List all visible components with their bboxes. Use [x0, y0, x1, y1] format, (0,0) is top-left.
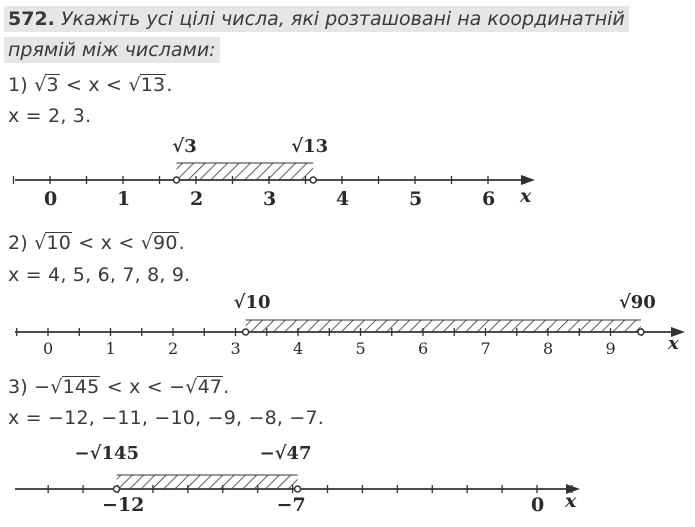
part2-answer: x = 4, 5, 6, 7, 8, 9. [8, 264, 191, 286]
tick-label: 4 [293, 339, 304, 358]
task-number: 572. [8, 8, 55, 30]
tick-label: 3 [230, 339, 241, 358]
tick-label: 9 [605, 339, 616, 358]
tick-label: 0 [531, 494, 545, 516]
part3-left-radicand: 145 [62, 376, 100, 398]
number-line-2 [0, 288, 695, 363]
radical-label [619, 292, 656, 313]
number-line-1 [0, 130, 695, 215]
hatched-interval [117, 475, 298, 489]
open-endpoint-left [243, 329, 249, 335]
tick-label: 2 [190, 188, 204, 210]
tick-label: −7 [276, 494, 306, 516]
axis-variable: x [520, 185, 532, 207]
task-title-text: Укажіть усі цілі числа, які розташовані на координатній [60, 8, 625, 30]
part2-inequality: 2) √10 < x < √90. [8, 232, 185, 254]
radical-label [234, 292, 271, 313]
tick-label: 6 [482, 188, 496, 210]
tick-label: 3 [263, 188, 277, 210]
tick-label: 8 [543, 339, 554, 358]
tick-label: 4 [336, 188, 350, 210]
tick-label: 5 [355, 339, 366, 358]
open-endpoint-right [638, 329, 644, 335]
part2-right-radicand: 90 [153, 232, 178, 254]
tick-label: 0 [44, 188, 58, 210]
open-endpoint-right [310, 177, 316, 183]
part1-answer: x = 2, 3. [8, 105, 92, 127]
radical-label: −√47 [259, 443, 312, 464]
tick-label: 7 [480, 339, 491, 358]
axis-arrow [521, 175, 535, 185]
task-title-line1 [4, 6, 629, 32]
part1-right-radicand: 13 [140, 74, 166, 96]
tick-label: 1 [105, 339, 116, 358]
hatched-interval [246, 320, 641, 332]
svg-text:√10: √10 [233, 292, 271, 313]
part3-answer: x = −12, −11, −10, −9, −8, −7. [8, 407, 324, 429]
tick-label: 0 [43, 339, 54, 358]
number-line-3 [0, 437, 695, 527]
open-endpoint-right [295, 486, 301, 492]
tick-label: −12 [102, 494, 145, 516]
tick-label: 1 [117, 188, 131, 210]
part2-left-radicand: 10 [46, 232, 72, 254]
task-title-line2: прямій між числами: [4, 37, 220, 63]
radical-label [172, 136, 196, 157]
tick-label: 6 [418, 339, 429, 358]
svg-text:√13: √13 [291, 136, 329, 157]
tick-label: 5 [409, 188, 423, 210]
radical-label: −√145 [74, 443, 140, 464]
open-endpoint-left [114, 486, 120, 492]
tick-label: 2 [168, 339, 179, 358]
svg-text:√3: √3 [172, 136, 197, 157]
hatched-interval [176, 163, 313, 180]
part3-inequality: 3) −√145 < x < −√47. [8, 376, 230, 398]
part1-left-radicand: 3 [46, 74, 59, 96]
part1-inequality: 1) √3 < x < √13. [8, 74, 173, 96]
svg-text:√90: √90 [618, 292, 656, 313]
axis-variable: x [565, 490, 577, 512]
open-endpoint-left [173, 177, 179, 183]
axis-variable: x [668, 333, 679, 354]
part3-right-radicand: 47 [197, 376, 223, 398]
radical-label [291, 136, 328, 157]
